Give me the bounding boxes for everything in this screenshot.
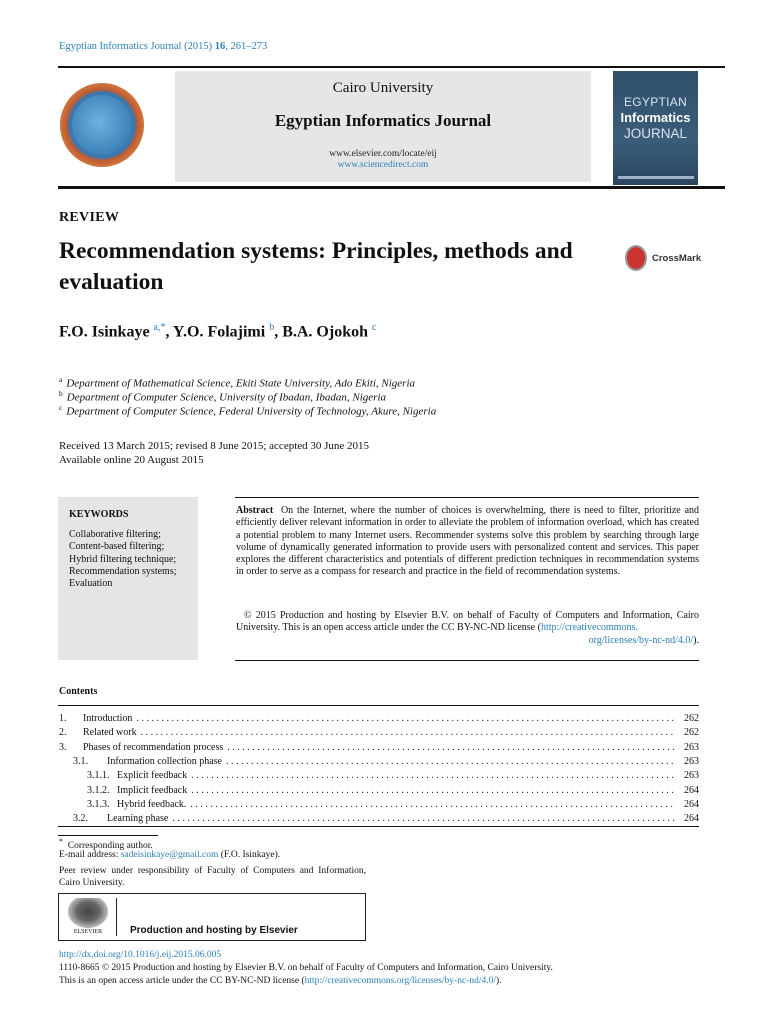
toc-title: Introduction (83, 713, 133, 724)
toc-leader-dots (191, 769, 675, 782)
keyword-item: Content-based filtering; (69, 541, 165, 553)
toc-title: Phases of recommendation process (83, 741, 224, 753)
author-name: Y.O. Folajimi (172, 323, 266, 341)
email-suffix: (F.O. Isinkaye). (218, 850, 281, 860)
affiliation (59, 389, 386, 404)
affiliation (59, 403, 436, 418)
toc-title: Learning phase (107, 813, 169, 825)
received-dates: Received 13 March 2015; revised 8 June 2015; accepted 30 June 2015 (59, 440, 370, 452)
email-note (59, 850, 280, 860)
keywords-heading: KEYWORDS (69, 509, 129, 520)
abstract-top-rule (235, 497, 699, 498)
toc-title: Related work (83, 727, 137, 739)
toc-number: 3.2. (73, 813, 88, 825)
keyword-item: Collaborative filtering; (69, 529, 161, 540)
affiliation-text: Department of Computer Science, University of Ibadan, Ibadan, Nigeria (66, 391, 387, 404)
toc-title: Hybrid feedback. (117, 798, 187, 810)
toc-number: 3.1.1. (87, 770, 110, 782)
abstract-copyright-text: © 2015 Production and hosting by Elsevier B.V. on behalf of Faculty of Computers and Information, Cairo University. This is an open access article under the CC BY-NC-ND license ( (236, 610, 699, 634)
toc-leader-dots (141, 726, 675, 739)
crossmark-icon[interactable] (625, 245, 647, 271)
footnote-rule (58, 835, 158, 836)
keyword-item: Hybrid filtering technique; (69, 553, 177, 565)
cover-title-line-3: JOURNAL (623, 126, 687, 141)
keywords-list (69, 529, 177, 590)
toc-page-number: 263 (684, 770, 699, 782)
toc-number: 3.1.2. (87, 784, 110, 796)
author-name: F.O. Isinkaye (59, 323, 150, 341)
abstract (236, 505, 699, 579)
toc-entry[interactable] (59, 769, 699, 782)
toc-title: Implicit feedback (117, 784, 188, 796)
header-top-rule (58, 66, 725, 68)
toc-number: 2. (59, 727, 67, 739)
email-label: E-mail address: (59, 850, 121, 860)
elsevier-divider (116, 898, 117, 936)
affiliation-text: Department of Mathematical Science, Ekiti State University, Ado Ekiti, Nigeria (66, 377, 416, 390)
oa-license-link[interactable]: http://creativecommons.org/licenses/by-nc-nd/4.0/ (304, 976, 496, 986)
toc-entry[interactable] (59, 784, 699, 797)
journal-volume: 16 (214, 41, 226, 52)
affiliation-marker: b (59, 389, 63, 398)
abstract-license-end (236, 635, 699, 646)
author-affiliation-link[interactable]: a,* (153, 322, 166, 333)
corresponding-text: Corresponding author. (67, 841, 153, 852)
journal-reference[interactable] (59, 41, 267, 52)
toc-number: 3. (59, 741, 67, 753)
journal-name: Egyptian Informatics Journal (274, 111, 492, 130)
article-title: Recommendation systems: Principles, methods and evaluation (59, 238, 573, 295)
toc-entry[interactable] (59, 755, 699, 768)
email-link[interactable]: sadeisinkaye@gmail.com (120, 850, 219, 860)
toc-number: 3.1.3. (87, 798, 110, 810)
toc-page-number: 262 (684, 713, 699, 724)
abstract-label: Abstract (236, 505, 274, 516)
article-type: REVIEW (59, 210, 120, 225)
university-name: Cairo University (332, 80, 434, 96)
affiliation-marker: a (59, 375, 63, 384)
author-name: B.A. Ojokoh (282, 323, 368, 341)
toc-leader-dots (190, 798, 675, 811)
toc-leader-dots (227, 741, 675, 754)
author-affiliation-link[interactable]: c (372, 322, 377, 333)
contents-rule (58, 705, 699, 706)
toc-entry[interactable] (59, 741, 699, 754)
abstract-text: On the Internet, where the number of choices is overwhelming, there is need to filter, prioritize and efficiently deliver relevant information in order to alleviate the problem of information overload, which has created a potential problem to many Internet users. Recommender systems solve this problem by searching through large volume of dynamically generated information to provide users with personalized content and services. This paper explores the different characteristics and potentials of different prediction techniques in recommendation systems in order to serve as a compass for research and practice in the field of recommendation systems. (236, 505, 700, 578)
toc-title: Information collection phase (107, 755, 222, 767)
affiliation (59, 375, 415, 390)
journal-pages: , 261–273 (225, 41, 268, 52)
toc-page-number: 263 (684, 755, 699, 767)
elsevier-tree-icon (68, 898, 108, 928)
issn-line: 1110-8665 © 2015 Production and hosting by Elsevier B.V. on behalf of Faculty of Computers and Information, Cairo University. (59, 963, 553, 973)
sciencedirect-link[interactable]: www.sciencedirect.com (337, 160, 429, 170)
affiliation-marker: c (59, 403, 63, 412)
abstract-copyright (236, 610, 699, 635)
license-link[interactable]: org/licenses/by-nc-nd/4.0/ (588, 635, 694, 646)
license-link[interactable]: http://creativecommons. (540, 622, 638, 634)
open-access-note (59, 976, 502, 986)
toc-page-number: 264 (684, 784, 699, 796)
toc-number: 1. (59, 713, 67, 724)
header-bottom-rule (58, 186, 725, 189)
contents-heading: Contents (59, 686, 98, 697)
toc-page-number: 264 (684, 798, 699, 810)
toc-title: Explicit feedback (117, 770, 188, 782)
toc-entry[interactable] (59, 812, 699, 825)
journal-ref-text: Egyptian Informatics Journal (2015) (59, 41, 215, 52)
online-date: Available online 20 August 2015 (59, 454, 204, 466)
cover-title-line-2: Informatics (620, 110, 691, 125)
toc-leader-dots (191, 784, 675, 797)
footnote-marker: * (59, 837, 63, 846)
toc-leader-dots (172, 812, 675, 825)
keyword-item: Recommendation systems; (69, 565, 177, 577)
cover-footer-strip (618, 176, 694, 179)
toc-page-number: 263 (684, 741, 699, 753)
toc-page-number: 264 (684, 813, 699, 825)
crossmark-label[interactable]: CrossMark (652, 253, 702, 264)
toc-page-number: 262 (684, 727, 699, 739)
journal-url[interactable]: www.elsevier.com/locate/eij (329, 149, 437, 159)
peer-review-note: Peer review under responsibility of Faculty of Computers and Information, Cairo University. (59, 866, 366, 888)
author-affiliation-link[interactable]: b (269, 322, 275, 333)
toc-entry[interactable] (59, 798, 699, 811)
abstract-bottom-rule (235, 660, 699, 661)
toc-entry[interactable] (59, 726, 699, 739)
license-end: ). (693, 635, 699, 646)
doi-link[interactable]: http://dx.doi.org/10.1016/j.eij.2015.06.005 (59, 950, 222, 960)
globe-icon (72, 95, 132, 155)
contents-bottom-rule (58, 826, 699, 827)
toc-leader-dots (226, 755, 675, 768)
keyword-item: Evaluation (69, 578, 113, 590)
toc-entry[interactable] (59, 712, 699, 725)
toc-leader-dots (136, 712, 675, 725)
elsevier-wordmark: ELSEVIER (73, 929, 103, 935)
author-list: F.O. Isinkaye $^{a,*}$, Y.O. Folajimi $^b$, B.A. Ojokoh $^c$ (59, 322, 377, 341)
oa-suffix: ). (496, 976, 502, 986)
affiliation-text: Department of Computer Science, Federal University of Technology, Akure, Nigeria (66, 405, 437, 418)
elsevier-label: Production and hosting by Elsevier (130, 925, 298, 936)
toc-number: 3.1. (73, 755, 88, 767)
oa-prefix: This is an open access article under the CC BY-NC-ND license ( (59, 976, 305, 986)
cover-title-line-1: EGYPTIAN (623, 95, 688, 109)
